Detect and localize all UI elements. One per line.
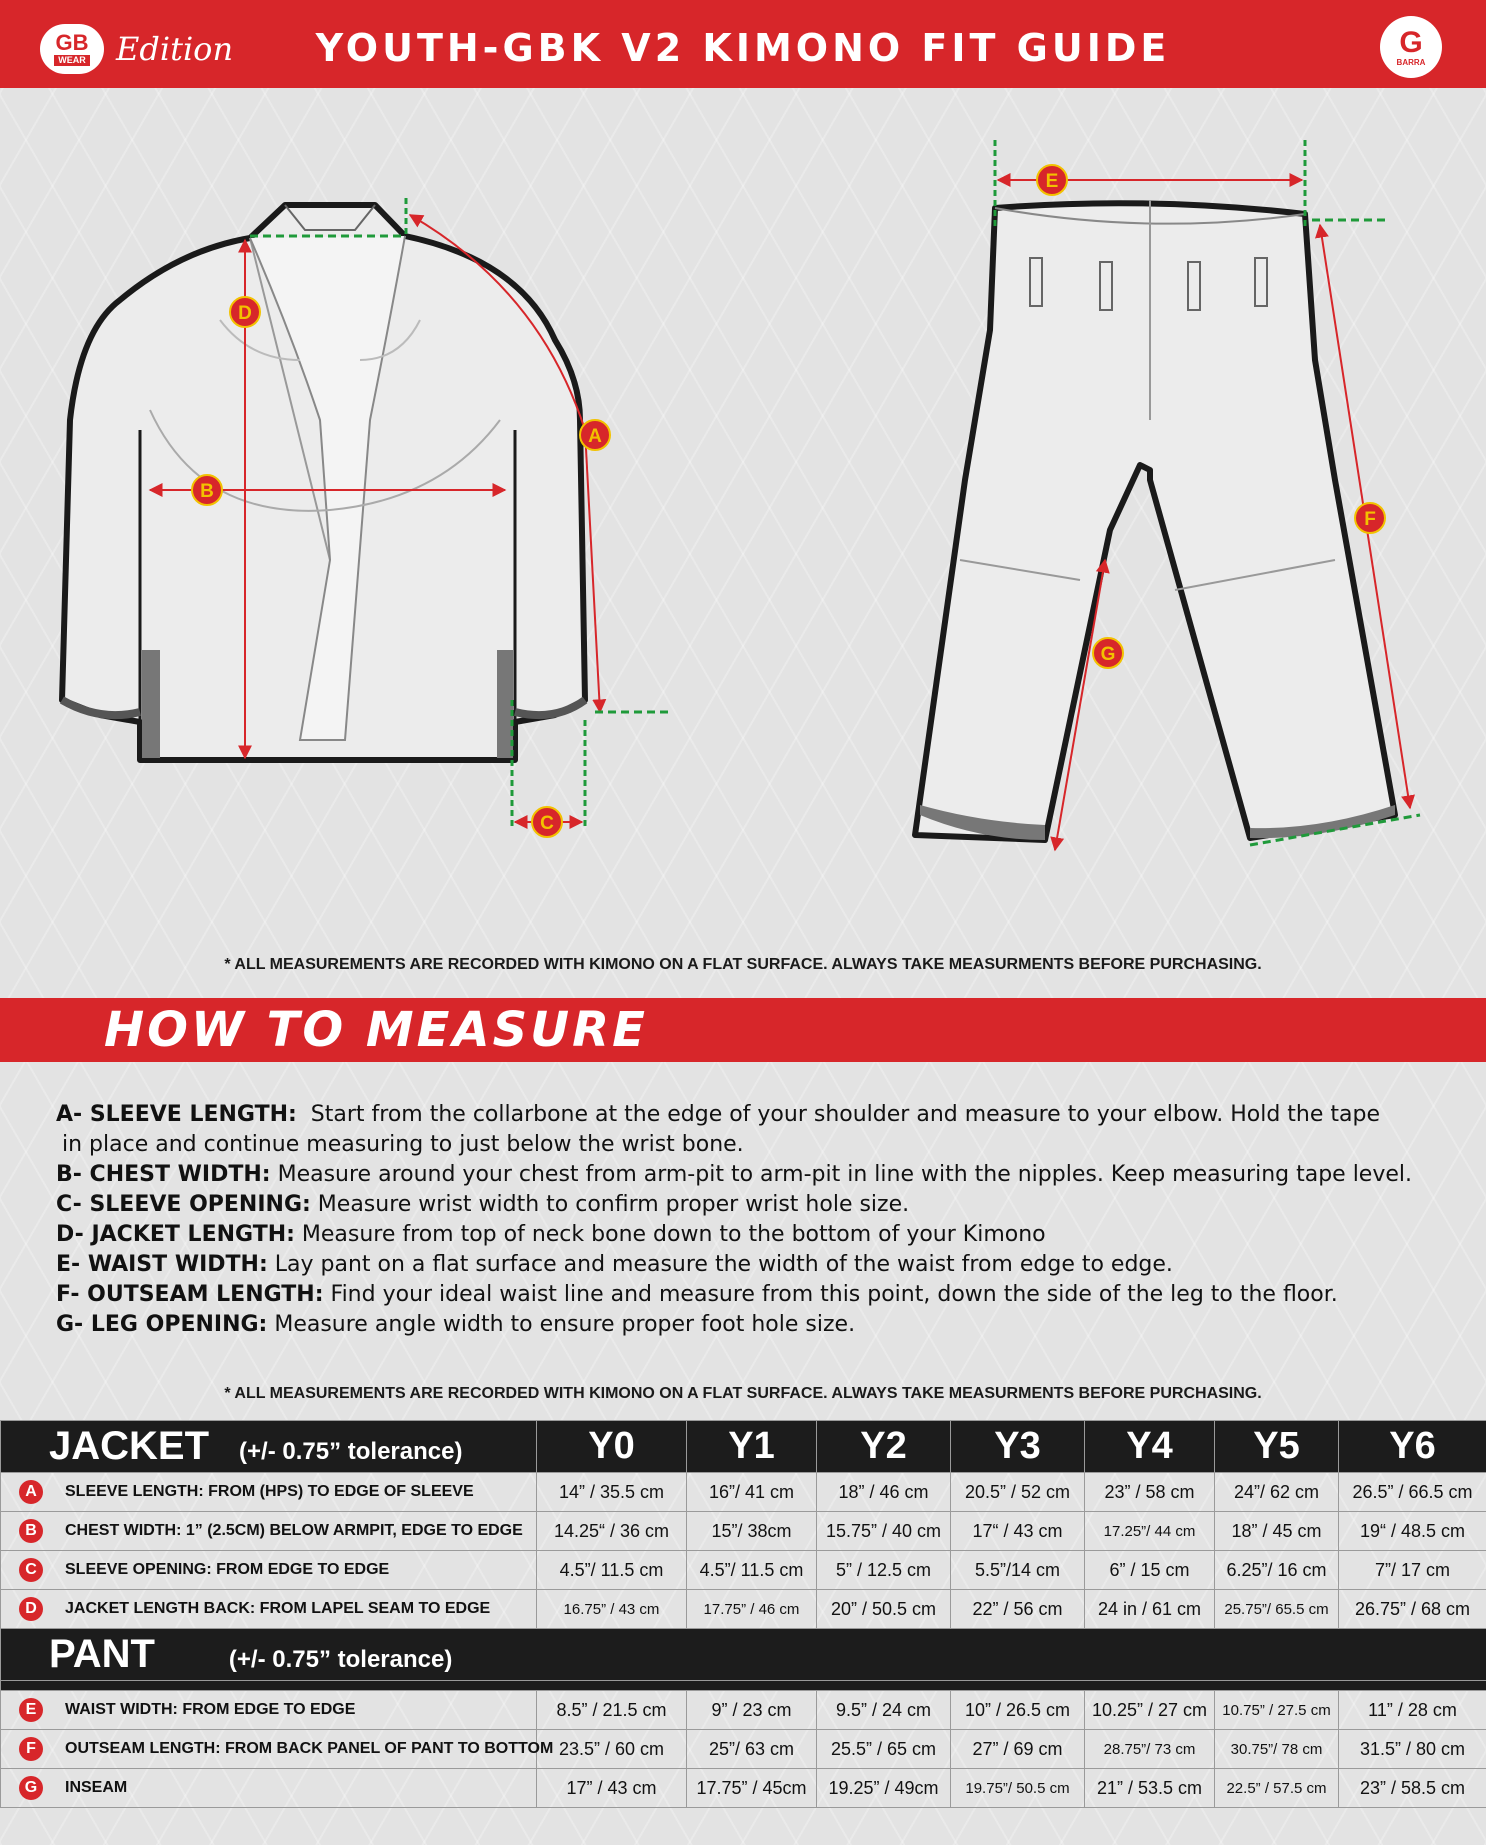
- table-cell: 17“ / 43 cm: [951, 1512, 1085, 1551]
- table-cell: 16”/ 41 cm: [687, 1473, 817, 1512]
- row-label: [1, 1691, 537, 1730]
- instruction-label: B- CHEST WIDTH:: [56, 1162, 271, 1187]
- diagram-badge-d: [230, 297, 260, 327]
- table-cell: 10” / 26.5 cm: [951, 1691, 1085, 1730]
- instruction-c: [56, 1190, 1456, 1220]
- badge-c: C: [19, 1558, 43, 1582]
- measurement-note-bottom: * ALL MEASUREMENTS ARE RECORDED WITH KIMONO ON A FLAT SURFACE. ALWAYS TAKE MEASURMENTS BEFORE PURCHASING.: [224, 1385, 1262, 1402]
- row-label-text: WAIST WIDTH: FROM EDGE TO EDGE: [65, 1701, 356, 1719]
- instruction-text: Measure around your chest from arm-pit to arm-pit in line with the nipples. Keep measuring tape level.: [277, 1162, 1413, 1187]
- jacket-header-row: [1, 1421, 1486, 1473]
- jacket-section-title: [1, 1421, 537, 1473]
- table-row-sleeve-opening: [1, 1551, 1486, 1590]
- table-cell: 5.5”/14 cm: [951, 1551, 1085, 1590]
- badge-e: E: [19, 1698, 43, 1722]
- pant-header-gap-cell: [1, 1681, 1486, 1691]
- table-cell: 26.75” / 68 cm: [1339, 1590, 1486, 1629]
- badge-b: B: [19, 1519, 43, 1543]
- row-label-text: INSEAM: [65, 1779, 128, 1797]
- table-cell: 21” / 53.5 cm: [1085, 1769, 1215, 1808]
- table-cell: 10.25” / 27 cm: [1085, 1691, 1215, 1730]
- instruction-label: G- LEG OPENING:: [56, 1312, 268, 1337]
- table-cell: 28.75”/ 73 cm: [1085, 1730, 1215, 1769]
- diagram-badge-f: [1355, 503, 1385, 533]
- instruction-label: C- SLEEVE OPENING:: [56, 1192, 311, 1217]
- instruction-b: [56, 1160, 1456, 1190]
- table-row-outseam-length: [1, 1730, 1486, 1769]
- badge-e-text: E: [1045, 171, 1059, 192]
- table-cell: 5” / 12.5 cm: [817, 1551, 951, 1590]
- table-cell: 20.5” / 52 cm: [951, 1473, 1085, 1512]
- diagram-badge-a: [580, 420, 610, 450]
- instruction-d: [56, 1220, 1456, 1250]
- table-row-sleeve-length: [1, 1473, 1486, 1512]
- kimono-diagram: [0, 100, 1486, 960]
- table-cell: 23.5” / 60 cm: [537, 1730, 687, 1769]
- table-cell: 14” / 35.5 cm: [537, 1473, 687, 1512]
- instruction-a: [56, 1100, 1456, 1130]
- table-cell: 17.25”/ 44 cm: [1085, 1512, 1215, 1551]
- table-cell: 17.75” / 46 cm: [687, 1590, 817, 1629]
- table-cell: 4.5”/ 11.5 cm: [687, 1551, 817, 1590]
- table-cell: 16.75” / 43 cm: [537, 1590, 687, 1629]
- instruction-f: [56, 1280, 1456, 1310]
- table-cell: 17” / 43 cm: [537, 1769, 687, 1808]
- badge-b-text: B: [200, 481, 214, 502]
- measurement-note-top: * ALL MEASUREMENTS ARE RECORDED WITH KIMONO ON A FLAT SURFACE. ALWAYS TAKE MEASURMENTS BEFORE PURCHASING.: [224, 956, 1262, 973]
- table-cell: 4.5”/ 11.5 cm: [537, 1551, 687, 1590]
- instruction-label: D- JACKET LENGTH:: [56, 1222, 295, 1247]
- table-cell: 31.5” / 80 cm: [1339, 1730, 1486, 1769]
- size-header: Y3: [951, 1421, 1085, 1473]
- instruction-text: Find your ideal waist line and measure from this point, down the side of the leg to the floor.: [330, 1282, 1338, 1307]
- diagram-badge-g: [1093, 638, 1123, 668]
- instruction-e: [56, 1250, 1456, 1280]
- how-to-measure-title: HOW TO MEASURE: [104, 1002, 648, 1058]
- diagram-badge-e: [1037, 165, 1067, 195]
- instruction-text: Lay pant on a flat surface and measure the width of the waist from edge to edge.: [274, 1252, 1173, 1277]
- table-cell: 24”/ 62 cm: [1215, 1473, 1339, 1512]
- table-cell: 14.25“ / 36 cm: [537, 1512, 687, 1551]
- table-cell: 7”/ 17 cm: [1339, 1551, 1486, 1590]
- instruction-text: Measure from top of neck bone down to the bottom of your Kimono: [301, 1222, 1046, 1247]
- table-cell: 20” / 50.5 cm: [817, 1590, 951, 1629]
- badge-a: A: [19, 1480, 43, 1504]
- row-label-text: OUTSEAM LENGTH: FROM BACK PANEL OF PANT TO BOTTOM: [65, 1740, 554, 1758]
- table-cell: 27” / 69 cm: [951, 1730, 1085, 1769]
- table-cell: 19“ / 48.5 cm: [1339, 1512, 1486, 1551]
- row-label: [1, 1590, 537, 1629]
- instruction-g: [56, 1310, 1456, 1340]
- gb-logo-sub: WEAR: [54, 55, 90, 66]
- table-cell: 18” / 46 cm: [817, 1473, 951, 1512]
- size-header: Y1: [687, 1421, 817, 1473]
- table-cell: 23” / 58 cm: [1085, 1473, 1215, 1512]
- row-label-text: SLEEVE LENGTH: FROM (HPS) TO EDGE OF SLEEVE: [65, 1483, 474, 1501]
- badge-d: D: [19, 1597, 43, 1621]
- badge-f-text: F: [1364, 509, 1376, 530]
- badge-c-text: C: [540, 813, 554, 834]
- instruction-label: E- WAIST WIDTH:: [56, 1252, 268, 1277]
- table-cell: 25.5” / 65 cm: [817, 1730, 951, 1769]
- page-title: YOUTH-GBK V2 KIMONO FIT GUIDE: [315, 26, 1171, 70]
- instruction-label: A- SLEEVE LENGTH:: [56, 1102, 297, 1127]
- row-label: [1, 1769, 537, 1808]
- table-cell: 10.75” / 27.5 cm: [1215, 1691, 1339, 1730]
- badge-d-text: D: [238, 303, 252, 324]
- edition-logo: Edition: [116, 30, 234, 68]
- badge-a-text: A: [588, 426, 602, 447]
- pant-title: PANT: [49, 1632, 155, 1676]
- size-header: Y5: [1215, 1421, 1339, 1473]
- table-cell: 15”/ 38cm: [687, 1512, 817, 1551]
- table-row-waist-width: [1, 1691, 1486, 1730]
- size-chart-table: [0, 1420, 1486, 1808]
- table-cell: 9.5” / 24 cm: [817, 1691, 951, 1730]
- instructions-list: [56, 1100, 1456, 1340]
- table-cell: 24 in / 61 cm: [1085, 1590, 1215, 1629]
- table-row-inseam: [1, 1769, 1486, 1808]
- table-cell: 26.5” / 66.5 cm: [1339, 1473, 1486, 1512]
- instruction-text: Measure wrist width to confirm proper wrist hole size.: [317, 1192, 910, 1217]
- table-cell: 19.25” / 49cm: [817, 1769, 951, 1808]
- table-cell: 22.5” / 57.5 cm: [1215, 1769, 1339, 1808]
- table-cell: 23” / 58.5 cm: [1339, 1769, 1486, 1808]
- badge-g: G: [19, 1776, 43, 1800]
- size-header: Y4: [1085, 1421, 1215, 1473]
- table-cell: 17.75” / 45cm: [687, 1769, 817, 1808]
- instruction-label: F- OUTSEAM LENGTH:: [56, 1282, 324, 1307]
- table-cell: 9” / 23 cm: [687, 1691, 817, 1730]
- jacket-tolerance: (+/- 0.75” tolerance): [239, 1438, 463, 1465]
- table-row-jacket-length: [1, 1590, 1486, 1629]
- table-cell: 18” / 45 cm: [1215, 1512, 1339, 1551]
- row-label: [1, 1473, 537, 1512]
- row-label: [1, 1512, 537, 1551]
- badge-f: F: [19, 1737, 43, 1761]
- pant-header-row: [1, 1629, 1486, 1681]
- jacket-title: JACKET: [49, 1424, 210, 1468]
- diagram-badge-c: [532, 807, 562, 837]
- diagram-badge-b: [192, 475, 222, 505]
- instruction-a-cont: in place and continue measuring to just below the wrist bone.: [62, 1132, 744, 1157]
- row-label-text: JACKET LENGTH BACK: FROM LAPEL SEAM TO EDGE: [65, 1600, 491, 1618]
- pant-section-title: [1, 1629, 1486, 1681]
- table-cell: 25”/ 63 cm: [687, 1730, 817, 1769]
- barra-logo-sub: BARRA: [1396, 57, 1426, 67]
- row-label: [1, 1730, 554, 1769]
- barra-logo-text: G: [1399, 25, 1423, 59]
- table-row-chest-width: [1, 1512, 1486, 1551]
- row-label-text: CHEST WIDTH: 1” (2.5CM) BELOW ARMPIT, EDGE TO EDGE: [65, 1522, 523, 1540]
- table-cell: 15.75” / 40 cm: [817, 1512, 951, 1551]
- instruction-text: Measure angle width to ensure proper foot hole size.: [274, 1312, 856, 1337]
- table-cell: 11” / 28 cm: [1339, 1691, 1486, 1730]
- table-cell: 19.75”/ 50.5 cm: [951, 1769, 1085, 1808]
- table-cell: 8.5” / 21.5 cm: [537, 1691, 687, 1730]
- table-cell: 25.75”/ 65.5 cm: [1215, 1590, 1339, 1629]
- size-header: Y0: [537, 1421, 687, 1473]
- pant-tolerance: (+/- 0.75” tolerance): [228, 1646, 453, 1673]
- pant-header-gap: [1, 1681, 1486, 1691]
- table-cell: 6.25”/ 16 cm: [1215, 1551, 1339, 1590]
- size-header: Y6: [1339, 1421, 1486, 1473]
- table-cell: 30.75”/ 78 cm: [1215, 1730, 1339, 1769]
- row-label-text: SLEEVE OPENING: FROM EDGE TO EDGE: [65, 1561, 390, 1579]
- pant-illustration: [915, 200, 1395, 840]
- badge-g-text: G: [1100, 644, 1116, 665]
- row-label: [1, 1551, 537, 1590]
- instruction-text: Start from the collarbone at the edge of your shoulder and measure to your elbow. Hold the tape: [310, 1102, 1381, 1127]
- gb-logo-text: GB: [55, 30, 89, 55]
- barra-logo: [1380, 16, 1442, 78]
- jacket-illustration: [62, 205, 585, 760]
- table-cell: 22” / 56 cm: [951, 1590, 1085, 1629]
- size-header: Y2: [817, 1421, 951, 1473]
- table-cell: 6” / 15 cm: [1085, 1551, 1215, 1590]
